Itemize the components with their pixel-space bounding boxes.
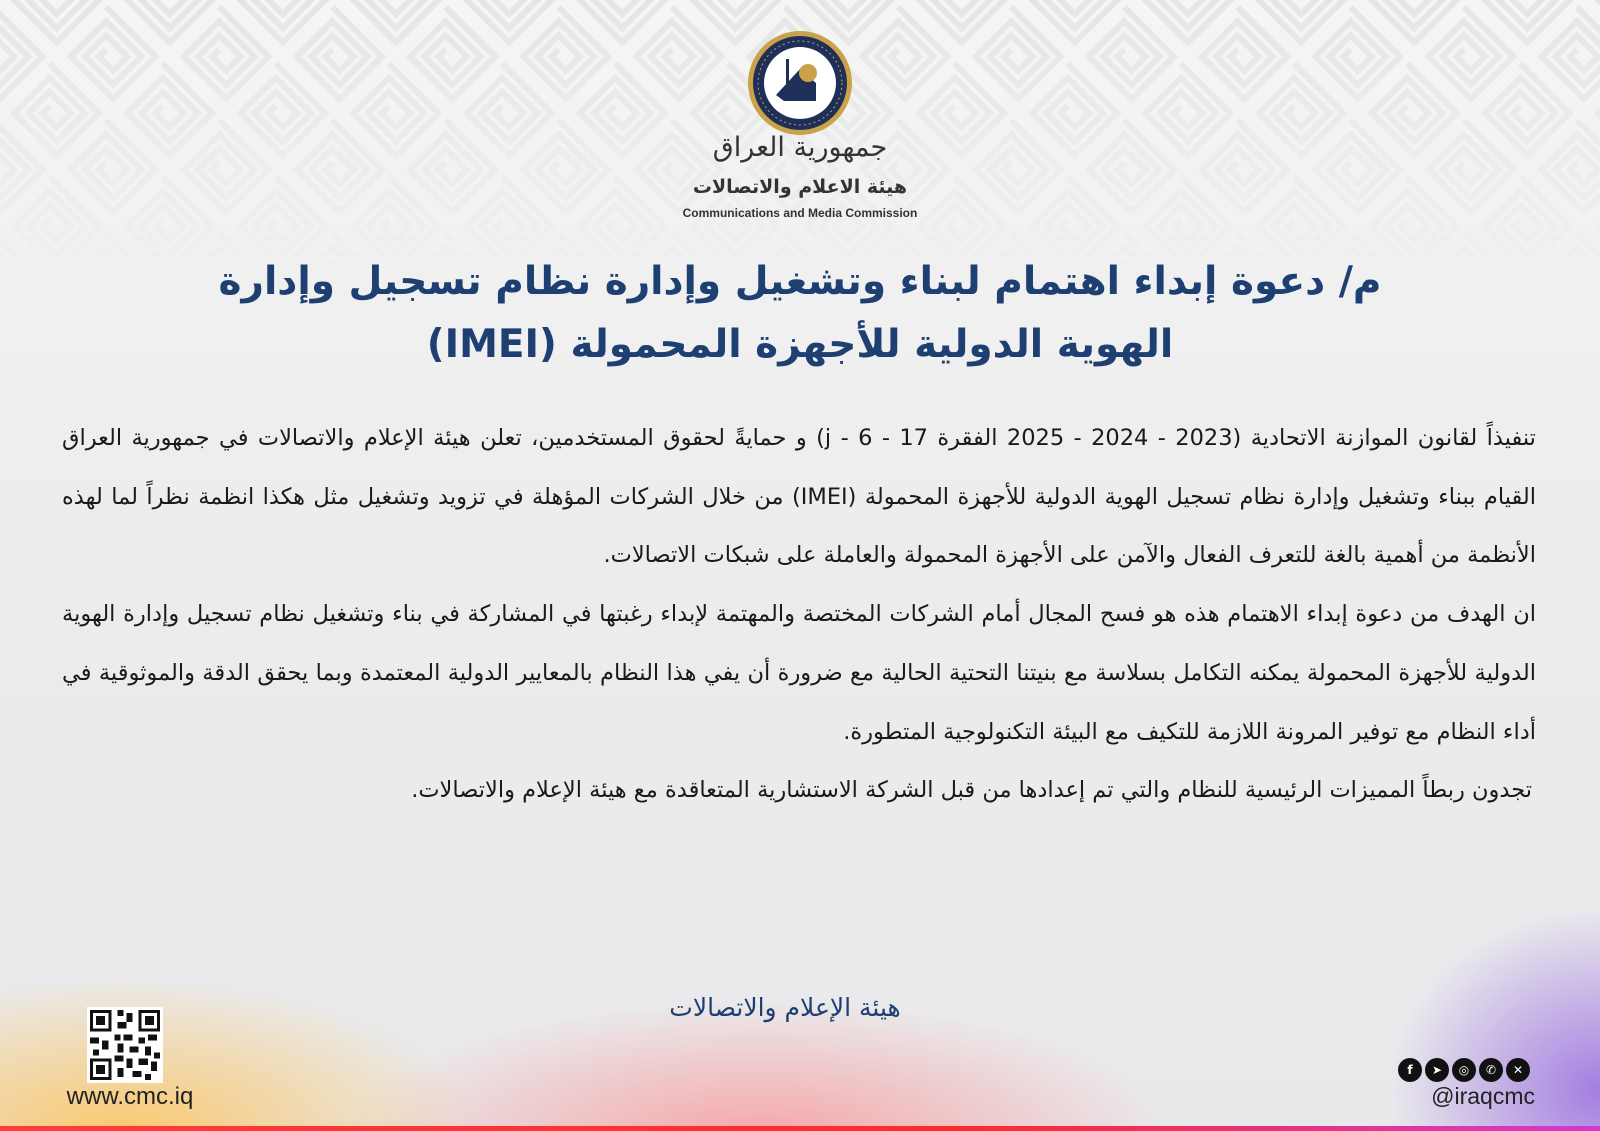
social-handle[interactable]: @iraqcmc bbox=[1431, 1083, 1535, 1109]
signature: هيئة الإعلام والاتصالات bbox=[669, 993, 901, 1022]
commission-name-english: Communications and Media Commission bbox=[682, 206, 918, 220]
x-icon[interactable]: ✕ bbox=[1506, 1058, 1530, 1082]
bottom-color-stripe bbox=[0, 1126, 1600, 1131]
commission-name-arabic: هيئة الاعلام والاتصالات bbox=[692, 176, 908, 198]
website-link[interactable]: www.cmc.iq bbox=[66, 1083, 194, 1110]
whatsapp-icon[interactable]: ✆ bbox=[1479, 1058, 1503, 1082]
telegram-icon[interactable]: ➤ bbox=[1425, 1058, 1449, 1082]
announcement-title bbox=[150, 250, 1450, 376]
social-links bbox=[1398, 1058, 1530, 1082]
iraq-cmc-emblem-icon bbox=[746, 29, 854, 137]
title-line-2: الهوية الدولية للأجهزة المحمولة (IMEI) bbox=[426, 322, 1174, 367]
qr-code-icon bbox=[87, 1007, 163, 1083]
facebook-icon[interactable]: f bbox=[1398, 1058, 1422, 1082]
title-line-1: م/ دعوة إبداء اهتمام لبناء وتشغيل وإدارة نظام تسجيل وإدارة bbox=[218, 259, 1382, 304]
body-paragraph-2: ان الهدف من دعوة إبداء الاهتمام هذه هو فسح المجال أمام الشركات المختصة والمهتمة لإبداء رغبتها في المشاركة في بناء وتشغيل نظام تسجيل وإدارة الهوية الدولية للأجهزة المحمولة يمكنه التكامل بسلاسة مع بنيتنا التحتية الحالية مع ضرورة أن يفي هذا النظام بالمعايير الدولية المعتمدة وبما يحقق الدقة والموثوقية في أداء النظام مع توفير المرونة اللازمة للتكيف مع البيئة التكنولوجية المتطورة. bbox=[62, 601, 1536, 745]
announcement-body bbox=[62, 409, 1536, 820]
republic-name: جمهورية العراق bbox=[712, 132, 888, 163]
body-paragraph-3: تجدون ربطاً المميزات الرئيسية للنظام والتي تم إعدادها من قبل الشركة الاستشارية المتعاقدة مع هيئة الإعلام والاتصالات. bbox=[411, 777, 1532, 804]
body-paragraph-1: تنفيذاً لقانون الموازنة الاتحادية (2023 - 2024 - 2025 الفقرة 17 - 6 - j) و حمايةً لحقوق المستخدمين، تعلن هيئة الإعلام والاتصالات في جمهورية العراق القيام ببناء وتشغيل وإدارة نظام تسجيل الهوية الدولية للأجهزة المحمولة (IMEI) من خلال الشركات المؤهلة في تزويد وتشغيل مثل هكذا انظمة نظراً لما لهذه الأنظمة من أهمية بالغة للتعرف الفعال والآمن على الأجهزة المحمولة والعاملة على شبكات الاتصالات. bbox=[62, 425, 1536, 569]
instagram-icon[interactable]: ◎ bbox=[1452, 1058, 1476, 1082]
